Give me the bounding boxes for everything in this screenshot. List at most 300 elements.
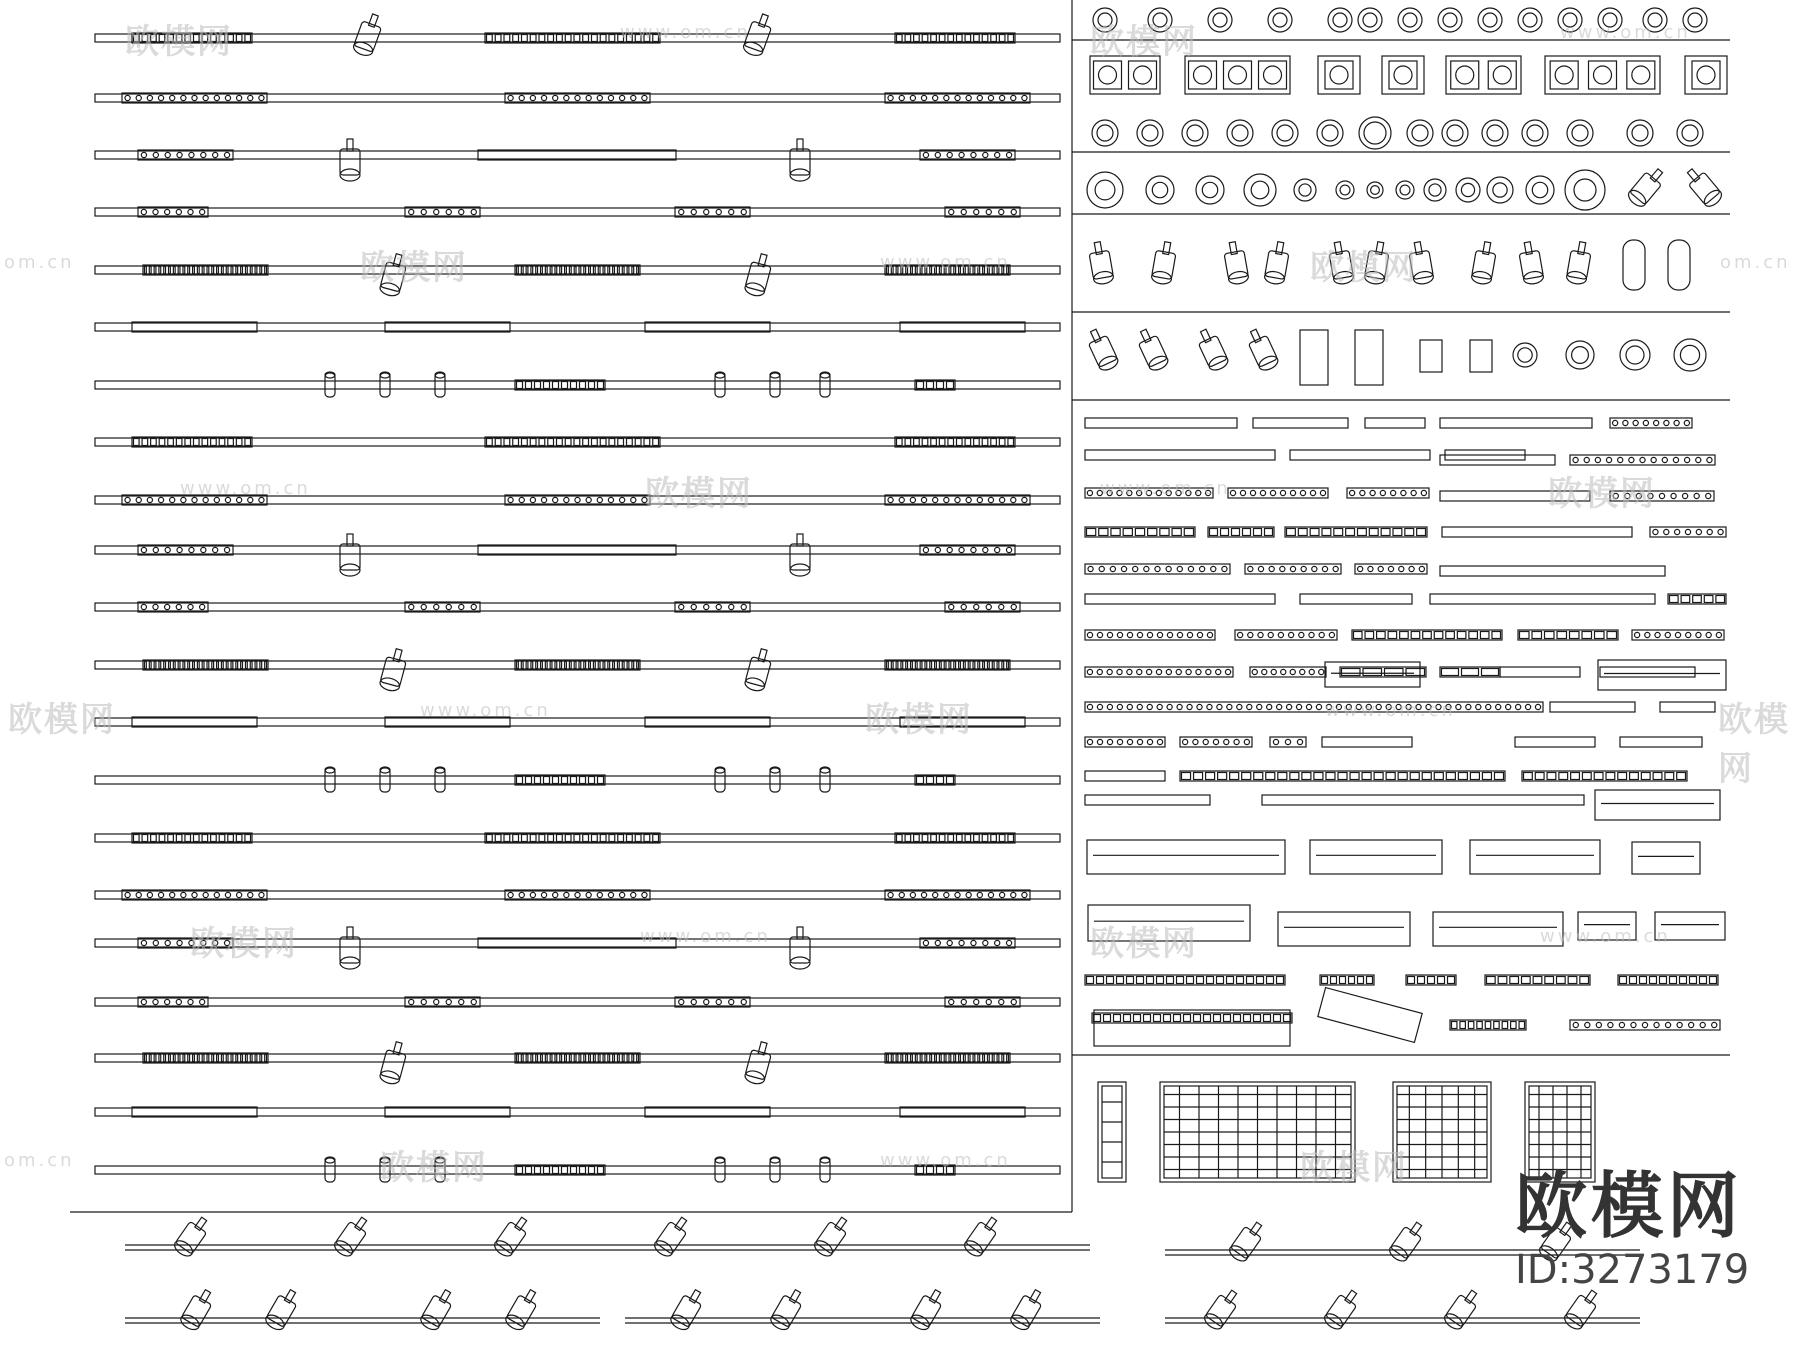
grille-cell — [164, 662, 166, 669]
led-dot — [1022, 892, 1027, 897]
led-dot — [933, 95, 938, 100]
led-dot — [1619, 1022, 1624, 1027]
led-dot — [248, 95, 253, 100]
grille-cell — [920, 267, 922, 274]
led-dot — [1356, 704, 1361, 709]
spotlight — [790, 139, 810, 181]
led-dot — [1319, 632, 1324, 637]
spotlight — [1194, 326, 1230, 373]
grille-cell — [905, 35, 911, 42]
grille-cell — [939, 35, 945, 42]
grille-cell — [603, 267, 605, 274]
grille-cell — [562, 1167, 568, 1174]
grille-cell — [901, 662, 903, 669]
led-dot — [1486, 704, 1491, 709]
grille-cell — [555, 267, 557, 274]
grille-cell — [1582, 773, 1591, 780]
grille-lens — [1632, 66, 1650, 84]
grille-cell — [1532, 632, 1542, 639]
bottom-track-rails — [125, 1213, 1640, 1332]
led-dot — [971, 547, 976, 552]
watermark-logo: 欧模网 — [360, 248, 468, 288]
grille-cell — [987, 1055, 989, 1062]
grille-cell — [530, 35, 536, 42]
led-dot — [716, 604, 721, 609]
grille-cell — [1326, 773, 1335, 780]
grille-cell — [999, 439, 1005, 446]
grille-cell — [574, 835, 580, 842]
grille-cell — [887, 267, 889, 274]
led-dot — [1573, 457, 1578, 462]
led-dot — [189, 940, 194, 945]
led-dot — [1011, 892, 1016, 897]
grille-cell — [627, 35, 633, 42]
downlight-ring — [1487, 177, 1513, 203]
led-dot — [1285, 739, 1290, 744]
brand-block — [1515, 1164, 1795, 1293]
led-dot — [188, 604, 193, 609]
grille-cell — [982, 35, 988, 42]
downlight-lens — [1098, 13, 1112, 27]
led-dot — [213, 152, 218, 157]
led-dot — [189, 152, 194, 157]
grille-cell — [925, 662, 927, 669]
led-dot — [1167, 704, 1172, 709]
led-dot — [1277, 704, 1282, 709]
grille-cell — [1550, 61, 1578, 89]
grille-cell — [185, 835, 191, 842]
led-dot — [983, 152, 988, 157]
surface-lens — [1680, 345, 1699, 364]
led-dot — [1269, 566, 1274, 571]
grille-cell — [609, 835, 615, 842]
grille-cell — [535, 777, 541, 784]
grille-cell — [245, 835, 251, 842]
spotlight — [1327, 241, 1354, 286]
led-dot — [564, 497, 569, 502]
spotlight — [1442, 1286, 1482, 1332]
led-dot — [1097, 632, 1102, 637]
led-dot — [141, 152, 146, 157]
grille-cell — [1266, 773, 1275, 780]
linear-light — [1290, 450, 1430, 460]
led-dot — [136, 95, 141, 100]
spotlight — [652, 1213, 692, 1259]
watermark-url: www.om.cn — [1540, 926, 1671, 947]
grille-cell — [1535, 773, 1544, 780]
led-dot — [1654, 420, 1659, 425]
grille-cell — [555, 662, 557, 669]
led-dot — [921, 95, 926, 100]
grille-cell — [134, 35, 140, 42]
led-dot — [995, 940, 1000, 945]
led-strip — [1650, 527, 1726, 537]
linear-light — [1550, 702, 1635, 712]
grille-cell — [1274, 1015, 1281, 1022]
led-dot — [1211, 566, 1216, 571]
grille-cell — [154, 267, 156, 274]
grille-cell — [1217, 977, 1224, 984]
grille-cell — [1570, 632, 1580, 639]
grille-cell — [1470, 773, 1479, 780]
led-dot — [1107, 632, 1112, 637]
grille-cell — [1704, 596, 1713, 603]
track-rail — [95, 151, 1060, 159]
track-rail — [95, 208, 1060, 216]
grille-cell — [973, 662, 975, 669]
linear-housing — [1433, 912, 1563, 946]
grille-cell — [891, 1055, 893, 1062]
grille-cell — [922, 439, 928, 446]
grille-cell — [560, 1055, 562, 1062]
led-dot — [1585, 1022, 1590, 1027]
grille-cell — [1482, 669, 1499, 676]
spotlight — [340, 534, 360, 576]
led-dot — [679, 604, 684, 609]
grille-cell — [973, 267, 975, 274]
spotlight — [812, 1213, 852, 1259]
led-dot — [1696, 632, 1701, 637]
grille-cell — [517, 662, 519, 669]
grille-cell — [530, 439, 536, 446]
led-dot — [1281, 669, 1286, 674]
led-dot — [1391, 490, 1396, 495]
grille-cell — [245, 1055, 247, 1062]
led-dot — [575, 95, 580, 100]
grille-cell — [185, 439, 191, 446]
surface-box-light — [1300, 330, 1328, 385]
grille-cell — [517, 777, 523, 784]
grille-cell — [265, 267, 267, 274]
grille-cell — [968, 1055, 970, 1062]
grille-cell — [1278, 773, 1287, 780]
grille-cell — [1008, 835, 1014, 842]
led-dot — [977, 95, 982, 100]
led-dot — [225, 892, 230, 897]
led-dot — [1322, 566, 1327, 571]
watermark-url-fragment: om.cn — [1720, 252, 1791, 273]
grille-cell — [1398, 773, 1407, 780]
downlight-ring — [1328, 8, 1352, 32]
downlight-lens — [1447, 125, 1463, 141]
spotlight — [1084, 326, 1120, 373]
led-strip — [1085, 630, 1215, 640]
led-dot — [974, 604, 979, 609]
led-dot — [1127, 669, 1132, 674]
linear-light — [1300, 594, 1412, 604]
spotlight-body — [354, 21, 382, 52]
led-dot — [1087, 704, 1092, 709]
led-dot — [1127, 490, 1132, 495]
grille-cell — [1340, 977, 1346, 984]
led-dot — [1368, 566, 1373, 571]
grille-cell — [589, 662, 591, 669]
grille-cell — [583, 835, 589, 842]
linear-light — [1440, 566, 1665, 576]
led-dot — [1380, 490, 1385, 495]
led-dot — [888, 95, 893, 100]
led-dot — [729, 209, 734, 214]
led-dot — [136, 497, 141, 502]
led-dot — [1137, 632, 1142, 637]
led-dot — [935, 547, 940, 552]
led-dot — [1316, 704, 1321, 709]
grille-cell — [598, 267, 600, 274]
downlight-lens — [1574, 179, 1596, 201]
led-dot — [642, 497, 647, 502]
grille-cell — [571, 777, 577, 784]
grille-lens — [1330, 66, 1348, 84]
grille-cell — [948, 439, 954, 446]
linear-light — [1085, 795, 1210, 805]
led-dot — [434, 209, 439, 214]
grille-cell — [593, 267, 595, 274]
led-dot — [1436, 704, 1441, 709]
led-strip — [1355, 564, 1427, 574]
grille-cell — [922, 835, 928, 842]
downlight-ring — [1627, 120, 1653, 146]
spotlight — [178, 1286, 216, 1332]
grille-cell — [226, 1055, 228, 1062]
led-dot — [949, 209, 954, 214]
grille-cell — [1557, 977, 1566, 984]
led-dot — [530, 892, 535, 897]
grille-cell — [1194, 1015, 1201, 1022]
grille-cell — [1468, 1022, 1473, 1029]
led-strip — [1085, 488, 1213, 498]
grille-cell — [1298, 529, 1307, 536]
grille-cell — [1653, 773, 1662, 780]
led-dot — [988, 497, 993, 502]
grille-cell — [1630, 773, 1639, 780]
grille-cell — [1134, 1015, 1141, 1022]
downlight-ring — [1196, 176, 1224, 204]
mini-spotlight-body — [325, 373, 335, 397]
grille-cell — [544, 1167, 550, 1174]
led-dot — [1456, 704, 1461, 709]
led-dot — [1684, 420, 1689, 425]
grille-cell — [1620, 977, 1627, 984]
led-dot — [153, 604, 158, 609]
led-dot — [1306, 704, 1311, 709]
spotlight — [503, 1286, 541, 1332]
led-dot — [959, 940, 964, 945]
spotlight — [962, 1213, 1002, 1259]
grille-cell — [1002, 662, 1004, 669]
led-dot — [1707, 457, 1712, 462]
led-dot — [237, 95, 242, 100]
spotlight-body — [1230, 1226, 1261, 1259]
led-dot — [1244, 739, 1249, 744]
mini-spotlight-body — [770, 1158, 780, 1182]
led-dot — [1110, 566, 1115, 571]
led-dot — [1659, 493, 1664, 498]
watermark-url: www.om.cn — [880, 1150, 1011, 1171]
led-dot — [933, 892, 938, 897]
led-dot — [1200, 566, 1205, 571]
led-dot — [1006, 152, 1011, 157]
grille-cell — [1160, 529, 1169, 536]
grille-cell — [627, 835, 633, 842]
led-dot — [1117, 669, 1122, 674]
grille-cell — [999, 35, 1005, 42]
grille-cell — [1237, 977, 1244, 984]
grille-cell — [1254, 529, 1262, 536]
grille-cell — [1242, 773, 1251, 780]
led-dot — [1157, 739, 1162, 744]
spotlight-body — [744, 21, 772, 52]
grille-cell — [1354, 632, 1363, 639]
grille-cell — [159, 439, 165, 446]
grille-cell — [1148, 529, 1157, 536]
led-dot — [1137, 704, 1142, 709]
grille-cell — [1265, 529, 1273, 536]
spotlight — [352, 12, 385, 58]
led-strip — [1180, 737, 1252, 747]
grille-cell — [159, 35, 165, 42]
grille-cell — [134, 835, 140, 842]
led-dot — [729, 999, 734, 1004]
grille-cell — [194, 439, 200, 446]
grille-cell — [1595, 632, 1605, 639]
grille-cell — [992, 1055, 994, 1062]
grille-cell — [579, 267, 581, 274]
grille-cell — [1393, 529, 1402, 536]
grille-cell — [1363, 669, 1382, 676]
watermark-logo: 欧模网 — [1718, 700, 1790, 789]
led-dot — [955, 497, 960, 502]
led-dot — [1225, 669, 1230, 674]
led-dot — [1011, 497, 1016, 502]
grille-cell — [211, 35, 217, 42]
spotlight — [668, 1286, 706, 1332]
led-dot — [1000, 497, 1005, 502]
led-dot — [1696, 529, 1701, 534]
grille-cell — [255, 662, 257, 669]
grille-cell — [1670, 596, 1679, 603]
led-dot — [586, 95, 591, 100]
grille-cell — [265, 662, 267, 669]
led-strip — [1235, 630, 1337, 640]
grille-cell — [613, 662, 615, 669]
grille-cell — [1008, 35, 1014, 42]
grille-cell — [974, 439, 980, 446]
grille-cell — [1104, 1015, 1111, 1022]
led-dot — [1127, 632, 1132, 637]
led-dot — [125, 892, 130, 897]
grille-cell — [560, 662, 562, 669]
led-dot — [225, 95, 230, 100]
spotlight — [1264, 241, 1291, 286]
grille-cell — [1182, 773, 1191, 780]
spotlight — [379, 647, 409, 693]
grille-cell — [1498, 977, 1507, 984]
grille-cell — [535, 382, 541, 389]
spotlight — [1008, 1286, 1046, 1332]
led-dot — [716, 999, 721, 1004]
grille-cell — [965, 35, 971, 42]
grille-cell — [1331, 977, 1337, 984]
led-dot — [1665, 632, 1670, 637]
led-dot — [1166, 566, 1171, 571]
led-dot — [1248, 632, 1253, 637]
led-dot — [1260, 490, 1265, 495]
grille-cell — [915, 662, 917, 669]
led-dot — [1525, 704, 1530, 709]
grille-cell — [245, 267, 247, 274]
watermark-logo: 欧模网 — [1300, 1148, 1408, 1188]
brand-logo: 欧模网 — [1515, 1164, 1744, 1248]
led-dot — [421, 999, 426, 1004]
led-dot — [153, 999, 158, 1004]
grille-cell — [1434, 632, 1443, 639]
grille-cell — [495, 35, 501, 42]
grille-cell — [944, 1055, 946, 1062]
led-dot — [1613, 493, 1618, 498]
grille-cell — [1214, 1015, 1221, 1022]
grille-cell — [145, 267, 147, 274]
led-dot — [1640, 457, 1645, 462]
led-dot — [1183, 739, 1188, 744]
grille-cell — [906, 662, 908, 669]
grille-cell — [1681, 596, 1690, 603]
led-dot — [176, 999, 181, 1004]
led-dot — [434, 604, 439, 609]
downlight-lens — [1527, 125, 1543, 141]
grille-cell — [539, 35, 545, 42]
grille-cell — [983, 1055, 985, 1062]
led-dot — [966, 95, 971, 100]
grille-cell — [617, 662, 619, 669]
led-dot — [141, 999, 146, 1004]
downlight-lens — [1648, 13, 1662, 27]
led-dot — [1087, 490, 1092, 495]
led-dot — [553, 95, 558, 100]
grille-cell — [930, 662, 932, 669]
led-dot — [1087, 669, 1092, 674]
grille-cell — [1350, 773, 1359, 780]
grille-cell — [1322, 529, 1331, 536]
led-dot — [1300, 490, 1305, 495]
grille-lens — [1134, 66, 1152, 84]
led-dot — [248, 497, 253, 502]
led-dot — [141, 940, 146, 945]
grille-cell — [178, 1055, 180, 1062]
grille-cell — [212, 267, 214, 274]
downlight-ring — [1456, 178, 1480, 202]
grille-cell — [1002, 1055, 1004, 1062]
downlight-ring — [1398, 8, 1422, 32]
led-dot — [519, 497, 524, 502]
grille-cell — [565, 35, 571, 42]
grille-cell — [1641, 773, 1650, 780]
led-dot — [165, 152, 170, 157]
grille-cell — [1582, 632, 1592, 639]
grille-cell — [236, 439, 242, 446]
grille-cell — [504, 835, 510, 842]
grille-cell — [231, 1055, 233, 1062]
grille-cell — [1204, 1015, 1211, 1022]
led-dot — [1388, 566, 1393, 571]
led-dot — [971, 152, 976, 157]
grille-lens — [1099, 66, 1117, 84]
led-dot — [1673, 457, 1678, 462]
grille-cell — [236, 662, 238, 669]
grille-cell — [197, 662, 199, 669]
track-rail — [95, 834, 1060, 842]
grille-cell — [1381, 529, 1390, 536]
grille-cell — [193, 1055, 195, 1062]
